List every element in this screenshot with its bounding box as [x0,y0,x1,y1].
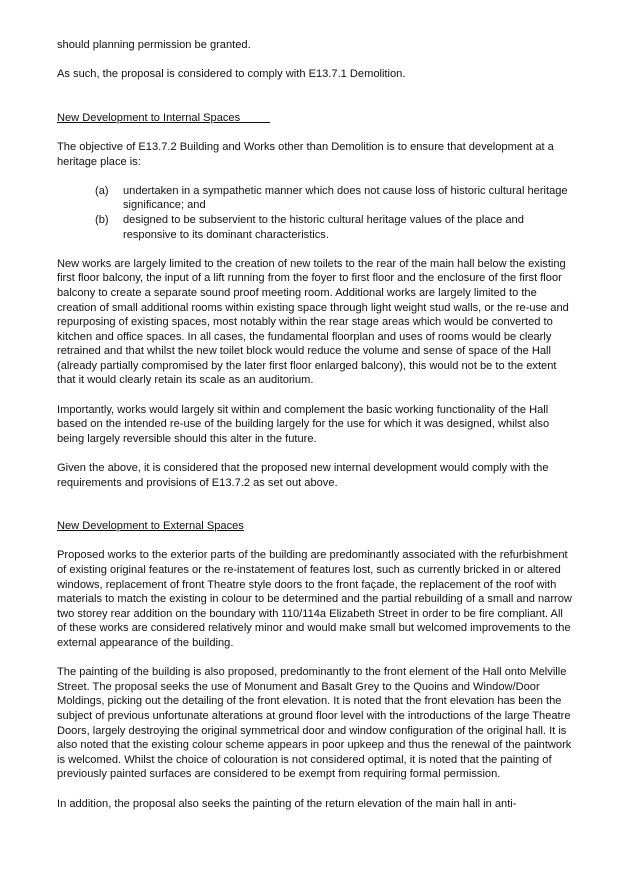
list-item-text: undertaken in a sympathetic manner which does not cause loss of historic cultural heritage significance; and [123,184,568,212]
list-marker: (a) [95,184,109,197]
paragraph-addition: In addition, the proposal also seeks the painting of the return elevation of the main hall in anti- [57,797,517,810]
list-item [95,184,572,213]
paragraph-given: Given the above, it is considered that the proposed new internal development would comply with the requirements and provisions of E13.7.2 as set out above. [57,462,549,489]
document-page [57,38,572,826]
section-heading-internal-text: New Development to Internal Spaces [57,111,241,124]
section-heading-external: New Development to External Spaces [57,520,244,533]
list-item [95,213,572,242]
paragraph-importantly: Importantly, works would largely sit within and complement the basic working functionality of the Hall based on the intended re-use of the building largely for the use for which it was designed, whilst also being largely reversible should this alter in the future. [57,403,550,445]
paragraph-proposed-works: Proposed works to the exterior parts of the building are predominantly associated with the refurbishment of existing original features or the re-instatement of features lost, such as currently bricked in or altered windows, replacement of front Theatre style doors to the front façade, the replacement of the roof with materials to match the existing in colour to be determined and the partial rebuilding of a small and narrow two storey rear addition on the boundary with 110/114a Elizabeth Street in order to be fire compliant. All of these works are considered relatively minor and would make small but welcomed improvements to the external appearance of the building. [57,549,572,649]
list-item-text: designed to be subservient to the historic cultural heritage values of the place and responsive to its dominant characteristics. [123,213,524,241]
paragraph-new-works: New works are largely limited to the creation of new toilets to the rear of the main hall below the existing first floor balcony, the input of a lift running from the foyer to first floor and the enclosure of the first floor balcony to create a separate sound proof meeting room. Additional works are largely limited to the creation of small additional rooms within existing space through light weight stud walls, or the re-use and repurposing of existing spaces, most notably within the rear stage areas which would be converted to kitchen and office spaces. In all cases, the fundamental floorplan and uses of rooms would be clearly retrained and that whilst the new toilet block would reduce the volume and sense of space of the Hall (already partially compromised by the later first floor enlarged balcony), this would not be to the extent that it would clearly retain its scale as an auditorium. [57,257,569,387]
criteria-list [95,184,572,242]
section-heading-internal [57,111,572,126]
paragraph-painting: The painting of the building is also proposed, predominantly to the front element of the Hall onto Melville Street. The proposal seeks the use of Monument and Basalt Grey to the Quoins and Window/Door Moldings, picking out the detailing of the front elevation. It is noted that the front elevation has been the subject of previous unfortunate alterations at ground floor level with the introductions of the large Theatre Doors, largely destroying the original symmetrical door and window configuration of the original hall. It is also noted that the existing colour scheme appears in poor upkeep and thus the renewal of the paintwork is welcomed. Whilst the choice of colouration is not considered optimal, it is noted that the painting of previously painted surfaces are considered to be exempt from requiring formal permission. [57,666,572,781]
paragraph-intro-end: should planning permission be granted. [57,39,251,51]
list-marker: (b) [95,213,109,226]
paragraph-demolition-comply: As such, the proposal is considered to comply with E13.7.1 Demolition. [57,68,406,81]
heading-underline-trail [240,121,270,123]
paragraph-objective: The objective of E13.7.2 Building and Works other than Demolition is to ensure that development at a heritage place is: [57,140,554,168]
